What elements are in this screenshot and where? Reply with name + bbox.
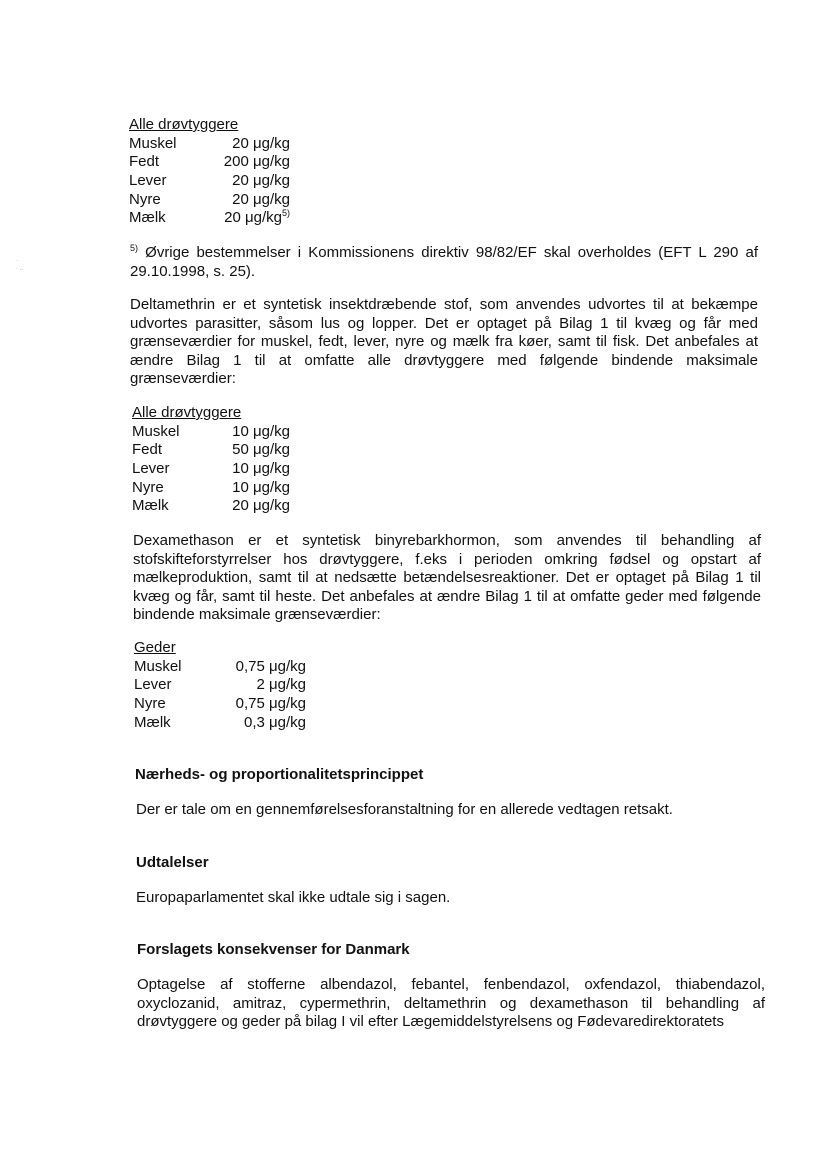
limit-value <box>201 209 290 228</box>
limit-value: 10 μg/kg <box>232 422 290 440</box>
tissue-name: Nyre <box>132 478 164 496</box>
table-row <box>132 460 290 479</box>
tissue-name: Muskel <box>129 134 177 152</box>
section-heading-konsekvenser: Forslagets konsekvenser for Danmark <box>137 941 410 958</box>
tissue-name: Nyre <box>129 190 161 208</box>
table-row <box>134 658 306 677</box>
tissue-name: Lever <box>132 459 170 477</box>
footnote-text: Øvrige bestemmelser i Kommissionens direktiv 98/82/EF skal overholdes (EFT L 290 af 29.10.1998, s. 25). <box>130 244 758 280</box>
limit-value: 20 μg/kg <box>232 497 290 515</box>
paragraph-text: Dexamethason er et syntetisk binyrebarkhormon, som anvendes til behandling af stofskifteforstyrrelser hos drøvtyggere, f.eks i perioden omkring fødsel og opstart af mælkeproduktion, samt til at nedsætte betændelsesreaktioner. Det er optaget på Bilag 1 til kvæg og får, samt til heste. Det anbefales at ændre Bilag 1 til at omfatte geder med følgende bindende maksimale grænseværdier: <box>133 532 761 623</box>
table-row <box>129 172 290 191</box>
table-heading: Alle drøvtyggere <box>132 404 242 421</box>
tissue-name: Mælk <box>132 497 169 515</box>
tissue-name: Mælk <box>129 209 166 227</box>
table-row <box>132 441 290 460</box>
table-heading: Alle drøvtyggere <box>129 116 239 133</box>
table-row <box>129 209 290 228</box>
table-row <box>129 153 290 172</box>
scan-speck: · <box>16 258 18 264</box>
tissue-name: Mælk <box>134 713 171 731</box>
tissue-name: Nyre <box>134 694 166 712</box>
mrl-table-all-ruminants <box>129 116 290 228</box>
paragraph-text: Deltamethrin er et syntetisk insektdræbende stof, som anvendes udvortes til at bekæmpe udvortes parasitter, såsom lus og lopper. Det er optaget på Bilag 1 til kvæg og får med grænseværdier for muskel, fedt, lever, nyre og mælk fra køer, samt til fisk. Det anbefales at ændre Bilag 1 til at omfatte alle drøvtyggere med følgende bindende maksimale grænseværdier: <box>130 296 758 387</box>
mrl-table-deltamethrin <box>132 404 290 516</box>
table-row <box>132 497 290 516</box>
tissue-name: Lever <box>134 676 172 694</box>
tissue-name: Muskel <box>132 422 180 440</box>
limit-value: 200 μg/kg <box>223 153 290 171</box>
table-row <box>129 191 290 210</box>
table-row <box>129 135 290 154</box>
limit-value: 0,3 μg/kg <box>243 713 306 731</box>
section-text-naerhed: Der er tale om en gennemførelsesforanstaltning for en allerede vedtagen retsakt. <box>136 801 673 818</box>
table-heading: Geder <box>134 639 176 656</box>
table-row <box>132 479 290 498</box>
mrl-table <box>132 423 290 516</box>
mrl-table <box>129 135 290 228</box>
limit-value: 10 μg/kg <box>232 459 290 477</box>
tissue-name: Muskel <box>134 657 182 675</box>
limit-value: 20 μg/kg <box>232 134 290 152</box>
limit-value: 50 μg/kg <box>232 441 290 459</box>
table-row <box>134 676 306 695</box>
limit-value: 2 μg/kg <box>256 676 306 694</box>
limit-value: 0,75 μg/kg <box>235 694 306 712</box>
tissue-name: Fedt <box>132 441 163 459</box>
tissue-name: Fedt <box>129 153 160 171</box>
limit-value: 0,75 μg/kg <box>235 657 306 675</box>
section-text-udtalelser: Europaparlamentet skal ikke udtale sig i sagen. <box>136 889 451 906</box>
limit-value: 10 μg/kg <box>232 478 290 496</box>
limit-value: 20 μg/kg <box>232 171 290 189</box>
section-text-konsekvenser <box>137 976 765 1032</box>
table-row <box>132 423 290 442</box>
limit-value: 20 μg/kg <box>232 190 290 208</box>
footnote-ref: 5) <box>281 208 290 219</box>
mrl-table-goats <box>134 639 306 732</box>
footnote <box>130 244 758 281</box>
paragraph-text: Optagelse af stofferne albendazol, febantel, fenbendazol, oxfendazol, thiabendazol, oxyclozanid, amitraz, cypermethrin, deltamethrin og dexamethason til behandling af drøvtyggere og geder på bilag I vil efter Lægemiddelstyrelsens og Fødevaredirektoratets <box>137 976 765 1030</box>
footnote-marker: 5) <box>130 243 139 253</box>
scan-speck: · .. <box>16 266 23 272</box>
mrl-table <box>134 658 306 733</box>
section-heading-udtalelser: Udtalelser <box>136 854 209 871</box>
paragraph-dexamethason <box>133 532 761 625</box>
table-row <box>134 714 306 733</box>
tissue-name: Lever <box>129 171 167 189</box>
table-row <box>134 695 306 714</box>
paragraph-deltamethrin <box>130 296 758 389</box>
limit-value-text: 20 μg/kg <box>224 209 282 227</box>
section-heading-naerhed: Nærheds- og proportionalitetsprincippet <box>135 766 424 783</box>
